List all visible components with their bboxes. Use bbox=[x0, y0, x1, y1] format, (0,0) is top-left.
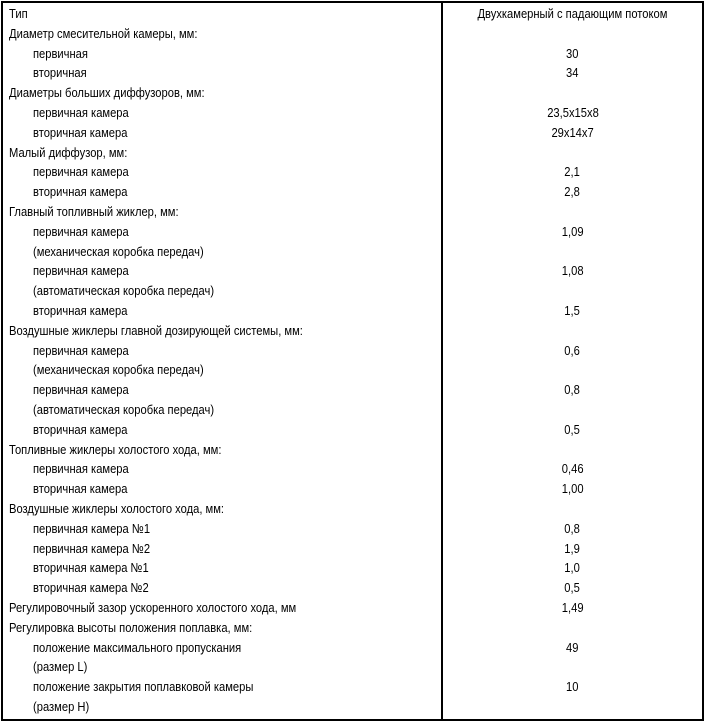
row-value bbox=[443, 26, 702, 41]
row-label: вторичная камера bbox=[33, 481, 128, 497]
row-value: 0,6 bbox=[564, 342, 581, 358]
row-value: 1,9 bbox=[564, 540, 581, 556]
row-value: 0,46 bbox=[561, 461, 584, 477]
table-row bbox=[3, 322, 702, 342]
row-value bbox=[443, 699, 702, 714]
table-row bbox=[3, 421, 702, 441]
table-row bbox=[3, 163, 702, 183]
row-value bbox=[443, 501, 702, 516]
row-value: 49 bbox=[566, 639, 579, 655]
row-label: Главный топливный жиклер, мм: bbox=[9, 204, 179, 219]
table-row bbox=[3, 441, 702, 461]
row-value bbox=[443, 204, 702, 219]
row-label: вторичная камера bbox=[33, 184, 128, 200]
row-label: первичная камера bbox=[33, 263, 129, 279]
table-row bbox=[3, 678, 702, 698]
table-row bbox=[3, 282, 702, 302]
row-label: вторичная камера №1 bbox=[33, 560, 149, 576]
table-row bbox=[3, 104, 702, 124]
row-label: первичная камера bbox=[33, 461, 129, 477]
table-row bbox=[3, 25, 702, 45]
table-row bbox=[3, 243, 702, 263]
row-label: вторичная bbox=[33, 65, 87, 81]
row-label: (механическая коробка передач) bbox=[33, 243, 204, 259]
row-label: Регулировочный зазор ускоренного холостого хода, мм bbox=[9, 600, 297, 615]
row-value: 1,49 bbox=[561, 600, 584, 615]
row-label: (размер H) bbox=[33, 699, 90, 714]
row-label: положение максимального пропускания bbox=[33, 639, 242, 655]
row-label: (автоматическая коробка передач) bbox=[33, 283, 215, 299]
table-row bbox=[3, 500, 702, 520]
row-label: Малый диффузор, мм: bbox=[9, 144, 128, 160]
row-value: 1,09 bbox=[561, 223, 584, 239]
row-label: первичная bbox=[33, 45, 88, 61]
row-value bbox=[443, 620, 702, 635]
row-value bbox=[443, 244, 702, 259]
row-value bbox=[443, 442, 702, 457]
header-label: Тип bbox=[9, 6, 28, 21]
table-row bbox=[3, 520, 702, 540]
row-value bbox=[443, 283, 702, 298]
row-label: вторичная камера bbox=[33, 421, 128, 437]
row-value: 0,5 bbox=[564, 421, 581, 437]
table-row bbox=[3, 45, 702, 65]
row-label: Регулировка высоты положения поплавка, мм: bbox=[9, 619, 253, 635]
header-value: Двухкамерный с падающим потоком bbox=[477, 6, 668, 21]
row-label: Воздушные жиклеры холостого хода, мм: bbox=[9, 501, 225, 516]
row-value: 34 bbox=[566, 65, 579, 81]
row-value: 10 bbox=[566, 679, 579, 695]
row-label: первичная камера bbox=[33, 105, 129, 120]
table-row bbox=[3, 144, 702, 164]
row-label: первичная камера bbox=[33, 342, 129, 358]
table-row bbox=[3, 223, 702, 243]
table-row bbox=[3, 183, 702, 203]
table-row bbox=[3, 619, 702, 639]
table-row bbox=[3, 342, 702, 362]
table-row bbox=[3, 203, 702, 223]
table-row bbox=[3, 559, 702, 579]
row-label: вторичная камера bbox=[33, 303, 128, 318]
table-row bbox=[3, 698, 702, 718]
table-row bbox=[3, 658, 702, 678]
table-header-row bbox=[3, 5, 702, 25]
table-row bbox=[3, 262, 702, 282]
row-label: вторичная камера bbox=[33, 124, 128, 140]
row-value: 0,8 bbox=[564, 520, 581, 536]
row-value: 1,00 bbox=[561, 481, 584, 497]
row-label: первичная камера bbox=[33, 164, 129, 180]
row-label: первичная камера bbox=[33, 382, 129, 398]
table-row bbox=[3, 124, 702, 144]
row-label: вторичная камера №2 bbox=[33, 580, 149, 596]
row-value bbox=[443, 659, 702, 674]
row-label: первичная камера bbox=[33, 223, 129, 239]
row-label: Воздушные жиклеры главной дозирующей системы, мм: bbox=[9, 322, 303, 338]
row-value: 23,5x15x8 bbox=[546, 105, 599, 120]
table-row bbox=[3, 302, 702, 322]
row-value bbox=[443, 402, 702, 417]
table-row bbox=[3, 381, 702, 401]
row-label: (автоматическая коробка передач) bbox=[33, 402, 215, 417]
table-row bbox=[3, 84, 702, 104]
row-value: 1,0 bbox=[564, 560, 581, 576]
row-label: Диаметр смесительной камеры, мм: bbox=[9, 25, 198, 41]
table-row bbox=[3, 599, 702, 619]
row-value: 0,5 bbox=[564, 580, 581, 596]
row-value: 0,8 bbox=[564, 382, 581, 398]
table-row bbox=[3, 480, 702, 500]
table-row bbox=[3, 401, 702, 421]
table-row bbox=[3, 460, 702, 480]
row-label: (механическая коробка передач) bbox=[33, 362, 204, 378]
row-value bbox=[443, 362, 702, 377]
row-value bbox=[443, 85, 702, 100]
table-row bbox=[3, 361, 702, 381]
table-row bbox=[3, 540, 702, 560]
row-label: Топливные жиклеры холостого хода, мм: bbox=[9, 441, 222, 457]
table-row bbox=[3, 579, 702, 599]
row-value: 1,5 bbox=[564, 303, 581, 318]
row-label: Диаметры больших диффузоров, мм: bbox=[9, 85, 205, 101]
spec-table bbox=[1, 1, 704, 721]
row-value bbox=[443, 145, 702, 160]
row-label: (размер L) bbox=[33, 659, 88, 675]
row-value: 1,08 bbox=[561, 263, 584, 279]
row-value: 30 bbox=[566, 45, 579, 61]
row-value: 29x14x7 bbox=[551, 124, 594, 140]
row-value: 2,1 bbox=[564, 164, 581, 180]
row-label: положение закрытия поплавковой камеры bbox=[33, 679, 254, 695]
row-value: 2,8 bbox=[564, 184, 581, 200]
row-value bbox=[443, 323, 702, 338]
row-label: первичная камера №1 bbox=[33, 520, 151, 536]
table-row bbox=[3, 639, 702, 659]
table-row bbox=[3, 64, 702, 84]
row-label: первичная камера №2 bbox=[33, 540, 151, 556]
